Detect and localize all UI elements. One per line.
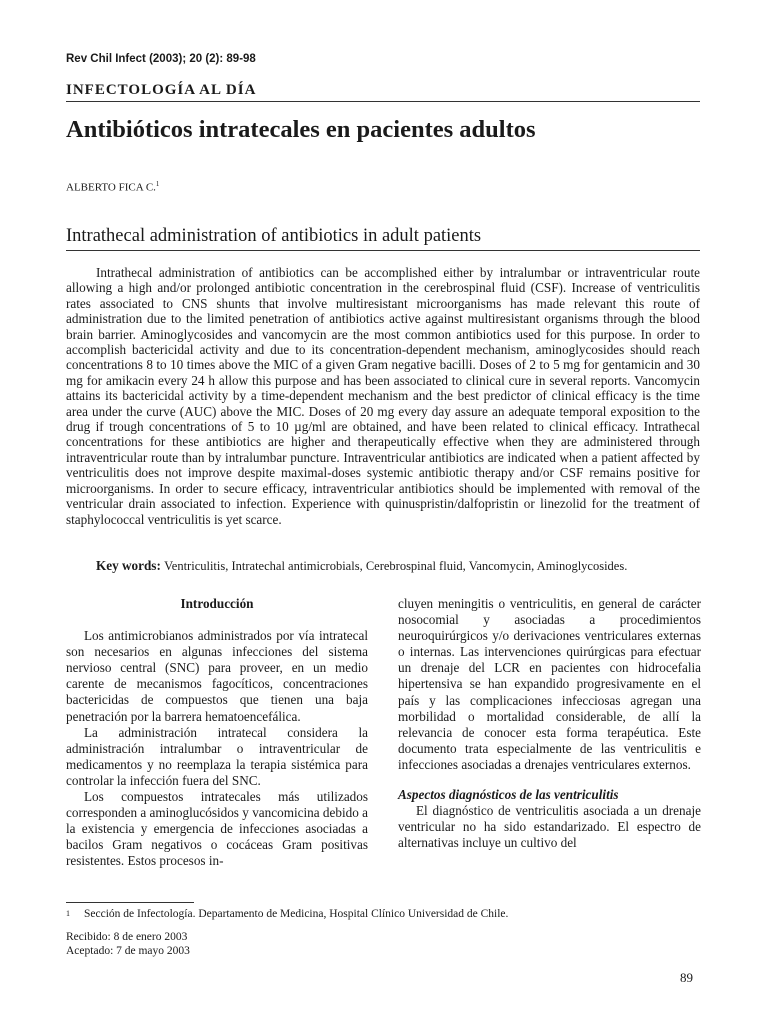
abstract-text: Intrathecal administration of antibiotics can be accomplished either by intralumbar or intraventricular route allowing a high and/or prolonged antibiotic concentration in the cerebrospinal fluid (CSF). Increase of ventriculitis rates associated to CNS shunts that involve multiresistant microorganisms has made relevant this route of administration due to the limited penetration of antibiotics active against multiresistant organisms through the blood brain barrier. Aminoglycosides and vancomycin are the most common antibiotics used for this purpose. In order to accomplish bactericidal activity and due to its concentration-dependent mechanism, aminoglycosides should reach concentrations 8 to 10 times above the MIC of a given Gram negative bacilli. Doses of 2 to 5 mg for gentamicin and 30 mg for amikacin every 24 h allow this purpose and has been associated to clinical cure in several reports. Vancomycin attains its bactericidal activity by a time-dependent mechanism and the best predictor of clinical efficacy is the time area under the curve (AUC) above the MIC. Doses of 20 mg every day assure an adequate temporal exposition to the drug if trough concentrations of 5 to 10 µg/ml are obtained, and have been related to clinical efficacy. Intrathecal concentrations for these antibiotics are higher and therapeutically effective when they are administered through intraventricular route than by intralumbar puncture. Intraventricular antibiotics are indicated when a patient affected by ventriculitis does not improve despite maximal-doses systemic antibiotic therapy and/or CSF remains positive for microorganisms. In order to secure efficacy, intraventricular antibiotics should be implemented with removal of the ventricular drain associated to infection. Experience with quinuspristin/dalfopristin or linezolid for the treatment of staphylococcal ventriculitis is yet scarce.	[66, 265, 700, 527]
footnote-text: Sección de Infectología. Departamento de Medicina, Hospital Clínico Universidad de Chile.	[84, 908, 509, 920]
received-date: Recibido: 8 de enero 2003	[66, 931, 188, 943]
left-column	[66, 596, 368, 870]
paragraph: El diagnóstico de ventriculitis asociada a un drenaje ventricular no ha sido estandarizado. El espectro de alternativas incluye un cultivo del	[398, 803, 701, 851]
paragraph: cluyen meningitis o ventriculitis, en general de carácter nosocomial y asociadas a procedimientos neuroquirúrgicos y/o derivaciones ventriculares externas o internas. Las intervenciones quirúrgicas para efectuar un drenaje del LCR en pacientes con hidrocefalia hipertensiva se han expandido progresivamente en el país y las complicaciones infecciosas agregan una morbilidad o mortalidad considerable, de allí la relevancia de conocer esta forma terapéutica. Este documento trata especialmente de las ventriculitis e infecciones asociadas a drenajes ventriculares externos.	[398, 596, 701, 772]
accepted-date: Aceptado: 7 de mayo 2003	[66, 945, 190, 957]
author-affiliation-mark: 1	[155, 180, 160, 188]
journal-reference: Rev Chil Infect (2003); 20 (2): 89-98	[66, 53, 256, 65]
title-divider	[66, 250, 700, 251]
section-heading: INFECTOLOGÍA AL DÍA	[66, 82, 257, 98]
abstract	[66, 265, 700, 527]
page-number: 89	[680, 970, 693, 985]
author-name: ALBERTO FICA C.	[66, 181, 156, 194]
keywords-label: Key words:	[96, 558, 161, 573]
header-divider	[66, 101, 700, 102]
paragraph: La administración intratecal considera la administración intralumbar o intraventricular de medicamentos y no reemplaza la terapia sistémica para controlar la infección fuera del SNC.	[66, 724, 368, 788]
article-dates	[66, 930, 190, 958]
paragraph: Los antimicrobianos administrados por vía intratecal son necesarios en algunas infecciones del sistema nervioso central (SNC) para proveer, en un medio carente de mecanismos fagocíticos, concentraciones bactericidas de compuestos que tienen una baja penetración por la barrera hematoencefálica.	[66, 628, 368, 724]
intro-heading: Introducción	[180, 596, 254, 611]
paragraph: Los compuestos intratecales más utilizados corresponden a aminoglucósidos y vancomicina debido a la existencia y emergencia de infecciones asociadas a bacilos Gram negativos o cocáceas Gram positivas resistentes. Estos procesos in-	[66, 789, 368, 869]
footnote-number: 1	[66, 909, 70, 918]
footnote-divider	[66, 902, 194, 903]
keywords-text: Ventriculitis, Intratechal antimicrobials, Cerebrospinal fluid, Vancomycin, Aminoglycosides.	[164, 559, 628, 573]
article-title: Antibióticos intratecales en pacientes adultos	[66, 116, 536, 143]
footnote	[66, 907, 700, 921]
keywords	[96, 558, 627, 574]
author-line	[66, 180, 159, 194]
english-title: Intrathecal administration of antibiotics in adult patients	[66, 226, 482, 246]
subsection-heading: Aspectos diagnósticos de las ventriculitis	[398, 787, 619, 803]
right-column	[398, 596, 701, 851]
